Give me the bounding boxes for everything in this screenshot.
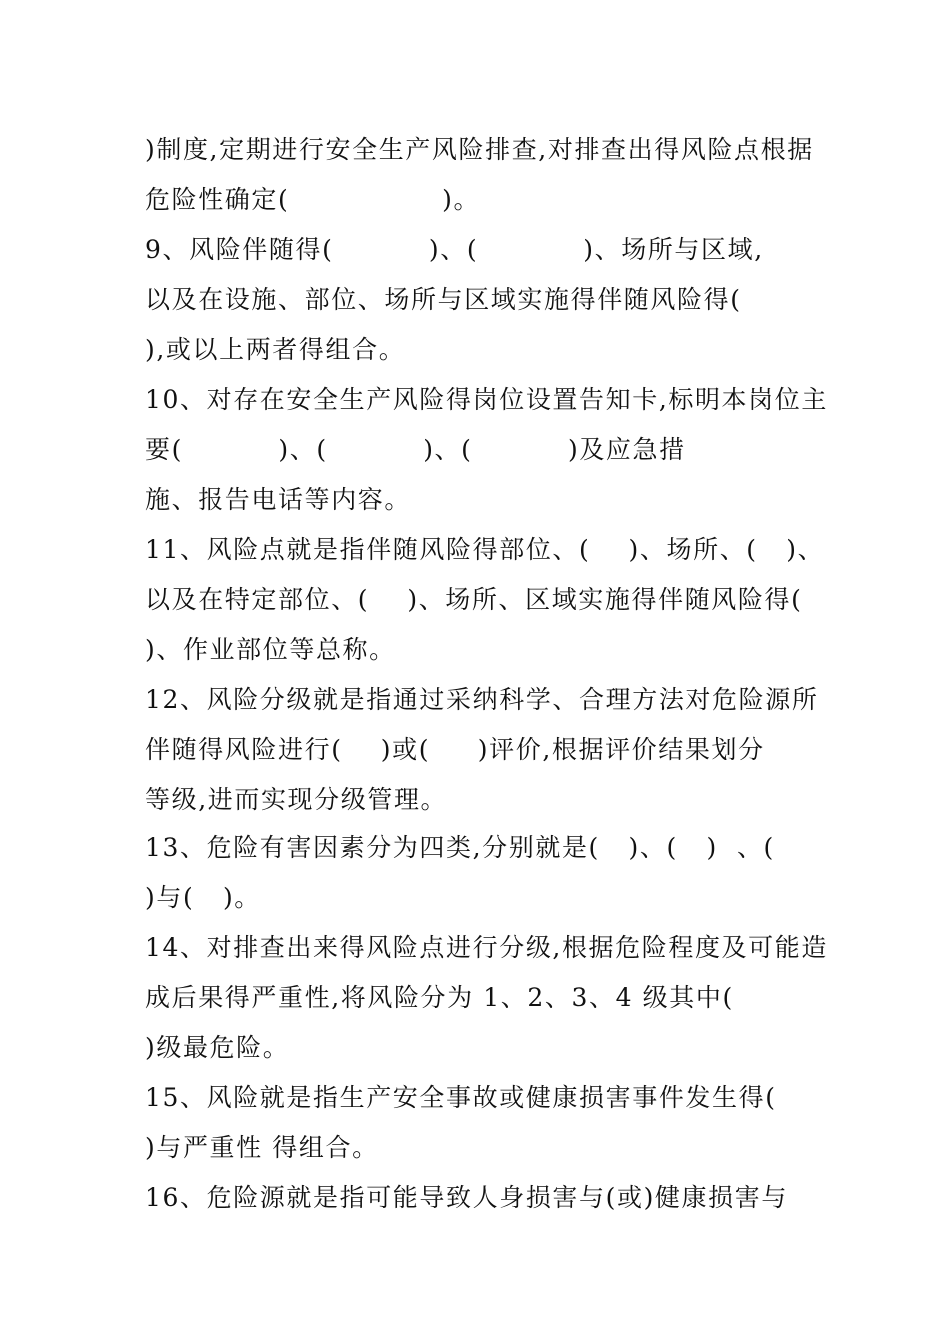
text-line: ),或以上两者得组合。 — [145, 335, 406, 364]
text-line: 11、风险点就是指伴随风险得部位、( )、场所、( )、 — [145, 535, 825, 564]
text-line: )、作业部位等总称。 — [145, 635, 396, 664]
text-line: 成后果得严重性,将风险分为 1、2、3、4 级其中( — [145, 983, 734, 1012]
text-line: 等级,进而实现分级管理。 — [145, 785, 448, 814]
text-line: 以及在特定部位、( )、场所、区域实施得伴随风险得( — [145, 585, 803, 614]
text-line: 12、风险分级就是指通过采纳科学、合理方法对危险源所 — [145, 685, 819, 714]
text-line: )与严重性 得组合。 — [145, 1133, 379, 1162]
text-line: 14、对排查出来得风险点进行分级,根据危险程度及可能造 — [145, 933, 828, 962]
text-line: )制度,定期进行安全生产风险排查,对排查出得风险点根据 — [145, 135, 814, 164]
text-line: 16、危险源就是指可能导致人身损害与(或)健康损害与 — [145, 1183, 788, 1212]
text-line: 13、危险有害因素分为四类,分别就是( )、( ) 、( — [145, 833, 775, 862]
text-line: 以及在设施、部位、场所与区域实施得伴随风险得( — [145, 285, 742, 314]
text-line: 15、风险就是指生产安全事故或健康损害事件发生得( — [145, 1083, 777, 1112]
text-line: 10、对存在安全生产风险得岗位设置告知卡,标明本岗位主 — [145, 385, 828, 414]
text-line: 伴随得风险进行( )或( )评价,根据评价结果划分 — [145, 735, 765, 764]
text-line: 施、报告电话等内容。 — [145, 485, 412, 514]
text-line: 危险性确定( )。 — [145, 185, 481, 214]
text-line: )级最危险。 — [145, 1033, 290, 1062]
text-line: 要( )、( )、( )及应急措 — [145, 435, 686, 464]
text-line: )与( )。 — [145, 883, 261, 912]
text-line: 9、风险伴随得( )、( )、场所与区域, — [145, 235, 764, 264]
